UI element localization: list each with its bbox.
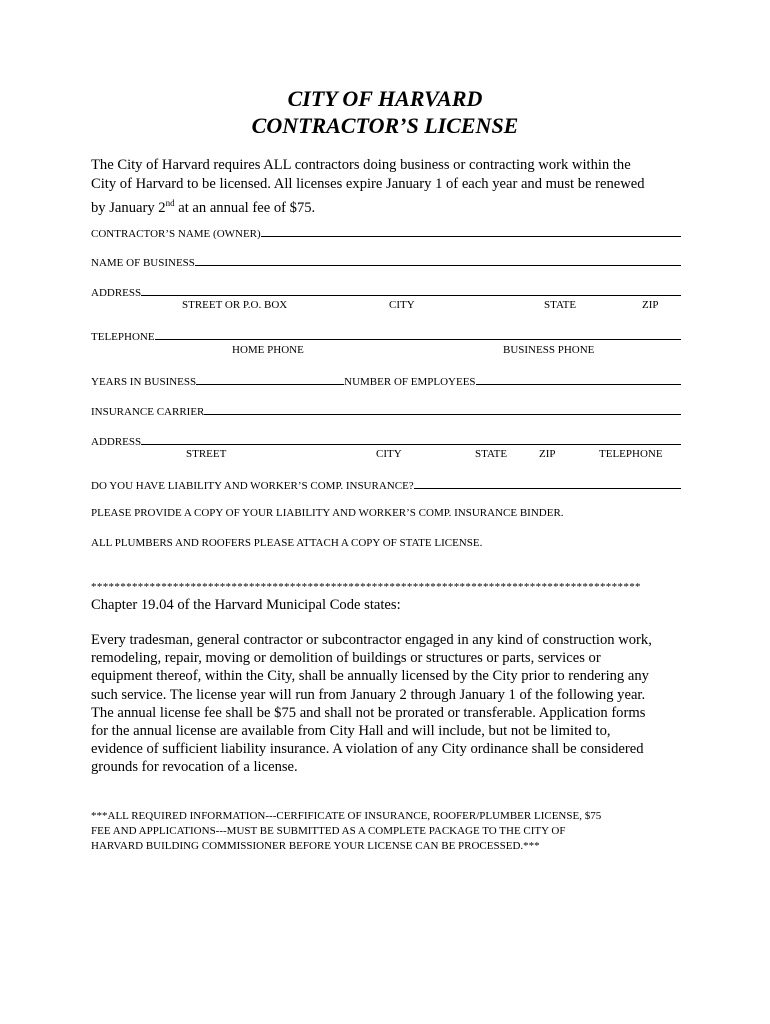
intro-paragraph: [91, 156, 691, 218]
chapter-line: equipment thereof, within the City, shall be annually licensed by the City prior to rendering any: [91, 668, 649, 685]
chapter-line: such service. The license year will run from January 2 through January 1 of the following year.: [91, 686, 646, 703]
insurance-carrier-field[interactable]: [204, 402, 681, 415]
separator: **********************************************************************************************: [91, 581, 641, 593]
title-city: CITY OF HARVARD: [287, 86, 483, 111]
contractor-name-label: CONTRACTOR’S NAME (OWNER): [91, 228, 261, 240]
insurance-city-caption: CITY: [376, 448, 402, 460]
address-row: [91, 283, 681, 299]
intro-date: by January 2: [91, 199, 166, 216]
liability-question-row: [91, 476, 681, 492]
plumbers-roofers-note: ALL PLUMBERS AND ROOFERS PLEASE ATTACH A COPY OF STATE LICENSE.: [91, 537, 483, 549]
notice-line: ***ALL REQUIRED INFORMATION---CERFIFICATE OF INSURANCE, ROOFER/PLUMBER LICENSE, $75: [91, 810, 602, 822]
insurance-telephone-caption: TELEPHONE: [599, 448, 663, 460]
employees-label: NUMBER OF EMPLOYEES: [344, 376, 476, 388]
insurance-carrier-row: [91, 402, 681, 418]
insurance-state-caption: STATE: [475, 448, 508, 460]
title-license: CONTRACTOR’S LICENSE: [251, 113, 519, 138]
address-field[interactable]: [141, 283, 681, 296]
business-name-row: [91, 253, 681, 269]
chapter-line: evidence of sufficient liability insurance. A violation of any City ordinance shall be considered: [91, 741, 644, 758]
years-employees-row: [91, 372, 681, 388]
insurance-address-field[interactable]: [141, 432, 681, 445]
provide-copy-note: PLEASE PROVIDE A COPY OF YOUR LIABILITY AND WORKER’S COMP. INSURANCE BINDER.: [91, 507, 564, 519]
address-label: ADDRESS: [91, 287, 142, 299]
address-city-caption: CITY: [389, 299, 415, 311]
intro-line: City of Harvard to be licensed. All licenses expire January 1 of each year and must be renewed: [91, 176, 645, 192]
chapter-line: The annual license fee shall be $75 and shall not be prorated or transferable. Application forms: [91, 704, 646, 721]
submission-notice: [91, 809, 691, 854]
chapter-text: [91, 631, 691, 777]
years-in-business-label: YEARS IN BUSINESS: [91, 376, 197, 388]
chapter-line: remodeling, repair, moving or demolition of buildings or structures or parts, services or: [91, 650, 601, 667]
employees-field[interactable]: [476, 372, 681, 385]
insurance-address-label: ADDRESS: [91, 436, 142, 448]
chapter-line: for the annual license are available from City Hall and will include, but not be limited to,: [91, 723, 611, 740]
contractor-name-field[interactable]: [261, 224, 681, 237]
intro-line: The City of Harvard requires ALL contractors doing business or contracting work within the: [91, 157, 631, 173]
insurance-street-caption: STREET: [186, 448, 227, 460]
liability-question-label: DO YOU HAVE LIABILITY AND WORKER’S COMP. INSURANCE?: [91, 480, 414, 492]
address-zip-caption: ZIP: [642, 299, 659, 311]
intro-line: [91, 194, 691, 218]
chapter-line: grounds for revocation of a license.: [91, 759, 298, 776]
notice-line: HARVARD BUILDING COMMISSIONER BEFORE YOUR LICENSE CAN BE PROCESSED.***: [91, 840, 540, 852]
liability-answer-field[interactable]: [414, 476, 681, 489]
telephone-label: TELEPHONE: [91, 331, 155, 343]
insurance-zip-caption: ZIP: [539, 448, 556, 460]
intro-fee: at an annual fee of $75.: [174, 199, 316, 216]
intro-date-suffix: nd: [165, 198, 175, 208]
chapter-heading: Chapter 19.04 of the Harvard Municipal Code states:: [91, 597, 401, 613]
business-phone-caption: BUSINESS PHONE: [503, 344, 595, 356]
business-name-label: NAME OF BUSINESS: [91, 257, 195, 269]
telephone-row: [91, 327, 681, 343]
home-phone-caption: HOME PHONE: [232, 344, 304, 356]
insurance-address-row: [91, 432, 681, 448]
years-in-business-field[interactable]: [196, 372, 344, 385]
business-name-field[interactable]: [195, 253, 681, 266]
notice-line: FEE AND APPLICATIONS---MUST BE SUBMITTED AS A COMPLETE PACKAGE TO THE CITY OF: [91, 825, 566, 837]
contractor-name-row: [91, 224, 681, 240]
address-street-caption: STREET OR P.O. BOX: [182, 299, 288, 311]
address-state-caption: STATE: [544, 299, 577, 311]
insurance-carrier-label: INSURANCE CARRIER: [91, 406, 205, 418]
telephone-field[interactable]: [155, 327, 681, 340]
chapter-line: Every tradesman, general contractor or subcontractor engaged in any kind of construction work,: [91, 632, 652, 648]
